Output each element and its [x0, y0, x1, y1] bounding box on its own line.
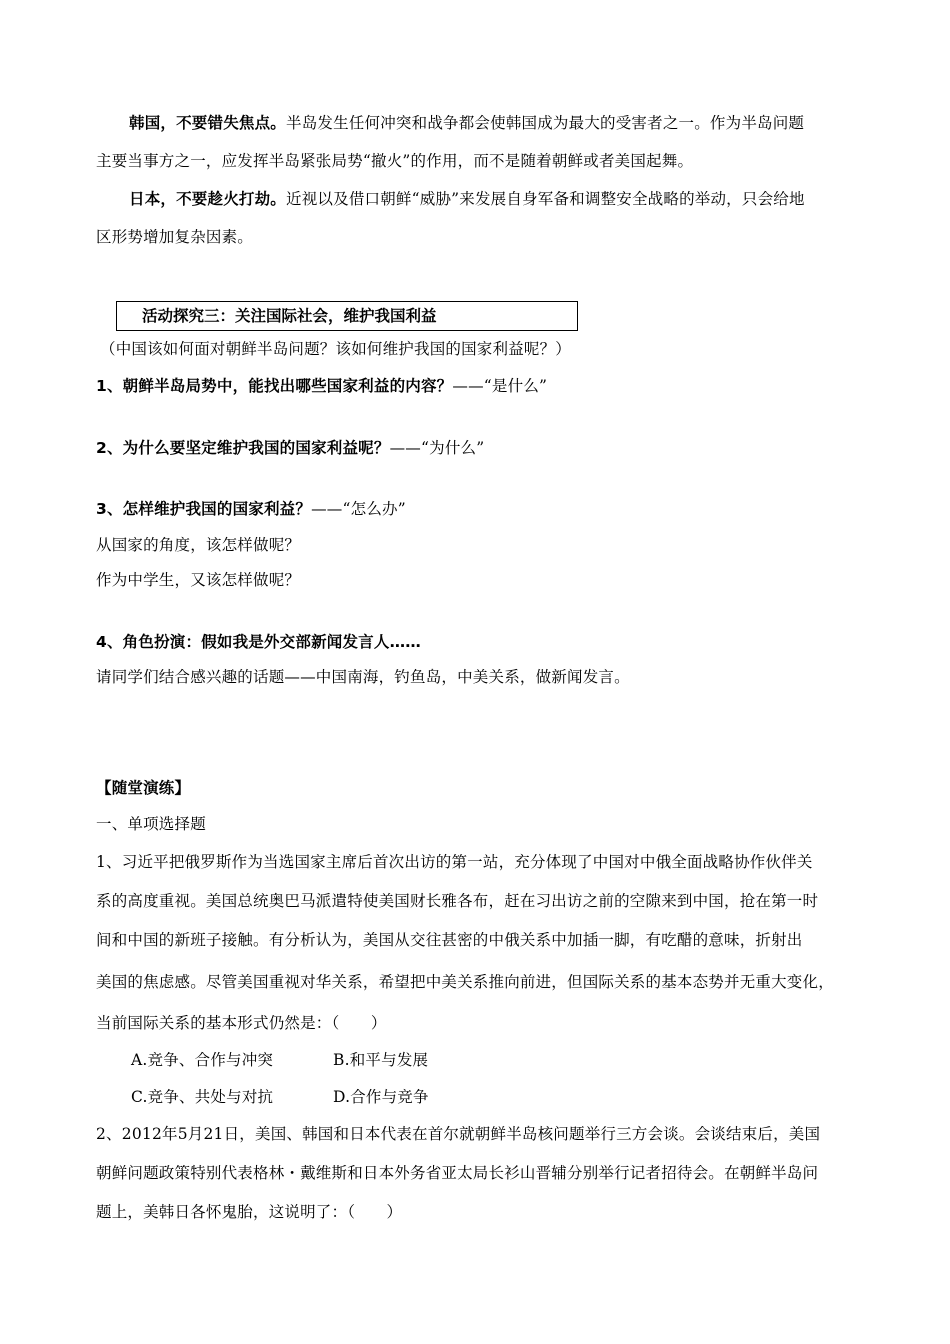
mcq-2-line-1: 2、2012年5月21日，美国、韩国和日本代表在首尔就朝鲜半岛核问题举行三方会谈。会谈结束后，美国 — [96, 1125, 821, 1143]
mcq-2-line-2: 朝鲜问题政策特别代表格林・戴维斯和日本外务省亚太局长衫山晋辅分别举行记者招待会。在朝鲜半岛问 — [96, 1164, 819, 1182]
paragraph-japan-text-1: 近视以及借口朝鲜“威胁”来发展自身军备和调整安全战略的举动，只会给地 — [286, 190, 805, 208]
mcq-1-line-2: 系的高度重视。美国总统奥巴马派遣特使美国财长雅各布，赶在习出访之前的空隙来到中国，抢在第一时 — [96, 892, 819, 910]
mcq-1-option-b: B.和平与发展 — [333, 1051, 429, 1069]
question-1 — [96, 376, 547, 396]
question-2-tag: ——“为什么” — [389, 439, 485, 457]
question-1-tag: ——“是什么” — [452, 377, 548, 395]
question-3-text: 3、怎样维护我国的国家利益？ — [96, 500, 312, 518]
question-2-text: 2、为什么要坚定维护我国的国家利益呢？ — [96, 439, 390, 457]
question-3-sub-1: 从国家的角度，该怎样做呢？ — [96, 536, 301, 554]
question-3 — [96, 499, 406, 519]
paragraph-korea-line-2: 主要当事方之一，应发挥半岛紧张局势“撤火”的作用，而不是随着朝鲜或者美国起舞。 — [96, 152, 694, 170]
mcq-1-line-4: 美国的焦虑感。尽管美国重视对华关系，希望把中美关系推向前进，但国际关系的基本态势并无重大变化， — [96, 973, 834, 991]
paragraph-japan-lead: 日本，不要趁火打劫。 — [129, 190, 287, 208]
paragraph-korea-lead: 韩国，不要错失焦点。 — [129, 114, 287, 132]
mcq-1-option-d: D.合作与竞争 — [333, 1088, 429, 1106]
question-3-tag: ——“怎么办” — [311, 500, 406, 518]
mcq-1-option-c: C.竞争、共处与对抗 — [131, 1088, 274, 1106]
question-2 — [96, 438, 484, 458]
mcq-1-line-5: 当前国际关系的基本形式仍然是：（ ） — [96, 1014, 387, 1032]
activity-title-box — [116, 301, 578, 331]
activity-subtitle: （中国该如何面对朝鲜半岛问题？该如何维护我国的国家利益呢？） — [100, 340, 572, 358]
question-4-sub: 请同学们结合感兴趣的话题——中国南海，钓鱼岛，中美关系，做新闻发言。 — [96, 668, 630, 686]
mcq-2-line-3: 题上，美韩日各怀鬼胎，这说明了：（ ） — [96, 1203, 403, 1221]
question-4-text: 4、角色扮演：假如我是外交部新闻发言人…… — [96, 633, 421, 651]
practice-header: 【随堂演练】 — [96, 779, 191, 797]
paragraph-korea-text-1: 半岛发生任何冲突和战争都会使韩国成为最大的受害者之一。作为半岛问题 — [286, 114, 805, 132]
paragraph-japan-line-2: 区形势增加复杂因素。 — [96, 228, 254, 246]
mcq-1-line-1: 1、习近平把俄罗斯作为当选国家主席后首次出访的第一站，充分体现了中国对中俄全面战略协作伙伴关 — [96, 853, 813, 871]
mcq-1-option-a: A.竞争、合作与冲突 — [131, 1051, 274, 1069]
activity-title: 活动探究三：关注国际社会，维护我国利益 — [142, 307, 437, 325]
paragraph-japan-line-1 — [129, 189, 805, 209]
practice-section-title: 一、单项选择题 — [96, 815, 206, 833]
question-4 — [96, 632, 421, 652]
question-3-sub-2: 作为中学生，又该怎样做呢？ — [96, 571, 301, 589]
paragraph-korea-line-1 — [129, 113, 804, 133]
mcq-1-line-3: 间和中国的新班子接触。有分析认为，美国从交往甚密的中俄关系中加插一脚，有吃醋的意味，折射出 — [96, 931, 803, 949]
question-1-text: 1、朝鲜半岛局势中，能找出哪些国家利益的内容？ — [96, 377, 453, 395]
